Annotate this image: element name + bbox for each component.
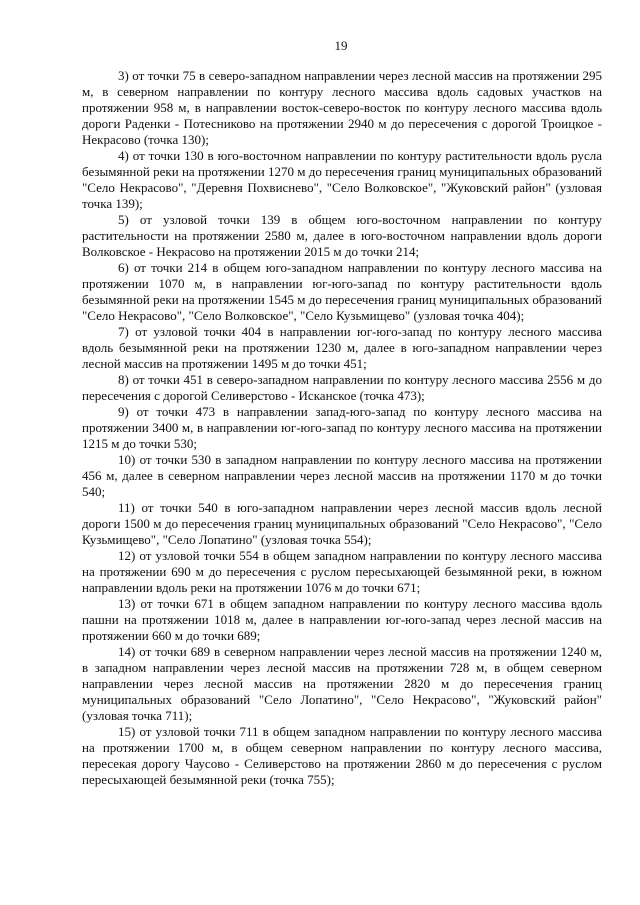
paragraph-6: 6) от точки 214 в общем юго-западном направлении по контуру лесного массива на протяжении 1070 м, в направлении юг-юго-запад по контуру растительности вдоль безымянной реки на протяжении 1545 м до пересечения границ муниципальных образований "Село Некрасово", "Село Волковское", "Село Кузьмищево" (узловая точка 404);: [82, 260, 602, 323]
paragraph-13: 13) от точки 671 в общем западном направлении по контуру лесного массива вдоль пашни на протяжении 1018 м, далее в направлении юг-юго-запад через лесной массив на протяжении 660 м до точки 689;: [82, 596, 602, 643]
paragraph-8: 8) от точки 451 в северо-западном направлении по контуру лесного массива 2556 м до пересечения с дорогой Селиверстово - Исканское (точка 473);: [82, 372, 602, 403]
boundary-description: [82, 68, 602, 788]
paragraph-5: 5) от узловой точки 139 в общем юго-восточном направлении по контуру растительности на протяжении 2580 м, далее в юго-восточном направлении вдоль дороги Волковское - Некрасово на протяжении 2015 м до точки 214;: [82, 212, 602, 259]
paragraph-9: 9) от точки 473 в направлении запад-юго-запад по контуру лесного массива на протяжении 3400 м, в направлении юг-юго-запад по контуру лесного массива на протяжении 1215 м до точки 530;: [82, 404, 602, 451]
page-number: 19: [334, 38, 348, 53]
paragraph-15: 15) от узловой точки 711 в общем западном направлении по контуру лесного массива на протяжении 1700 м, в общем северном направлении по контуру лесного массива, пересекая дорогу Чаусово - Селиверстово на протяжении 2860 м до пересечения с руслом пересыхающей безымянной реки (точка 755);: [82, 724, 602, 787]
paragraph-7: 7) от узловой точки 404 в направлении юг-юго-запад по контуру лесного массива вдоль безымянной реки на протяжении 1230 м, далее в юго-западном направлении через лесной массив на протяжении 1495 м до точки 451;: [82, 324, 602, 371]
paragraph-10: 10) от точки 530 в западном направлении по контуру лесного массива на протяжении 456 м, далее в северном направлении через лесной массив на протяжении 1170 м до точки 540;: [82, 452, 602, 499]
paragraph-3: 3) от точки 75 в северо-западном направлении через лесной массив на протяжении 295 м, в северном направлении по контуру лесного массива вдоль садовых участков на протяжении 958 м, в направлении восток-северо-восток по контуру лесного массива вдоль дороги Раденки - Потесниково на протяжении 2940 м до пересечения с дорогой Троицкое - Некрасово (точка 130);: [82, 68, 602, 147]
paragraph-4: 4) от точки 130 в юго-восточном направлении по контуру растительности вдоль русла безымянной реки на протяжении 1270 м до пересечения границ муниципальных образований "Село Некрасово", "Деревня Похвиснево", "Село Волковское", "Жуковский район" (узловая точка 139);: [82, 148, 602, 211]
paragraph-12: 12) от узловой точки 554 в общем западном направлении по контуру лесного массива на протяжении 690 м до пересечения с руслом пересыхающей безымянной реки, в южном направлении вдоль реки на протяжении 1076 м до точки 671;: [82, 548, 602, 595]
paragraph-11: 11) от точки 540 в юго-западном направлении через лесной массив вдоль лесной дороги 1500 м до пересечения границ муниципальных образований "Село Некрасово", "Село Кузьмищево", "Село Лопатино" (узловая точка 554);: [82, 500, 602, 547]
paragraph-14: 14) от точки 689 в северном направлении через лесной массив на протяжении 1240 м, в западном направлении через лесной массив на протяжении 728 м, в общем северном направлении через лесной массив на протяжении 2820 м до пересечения границ муниципальных образований "Село Лопатино", "Село Некрасово", "Жуковский район" (узловая точка 711);: [82, 644, 602, 723]
